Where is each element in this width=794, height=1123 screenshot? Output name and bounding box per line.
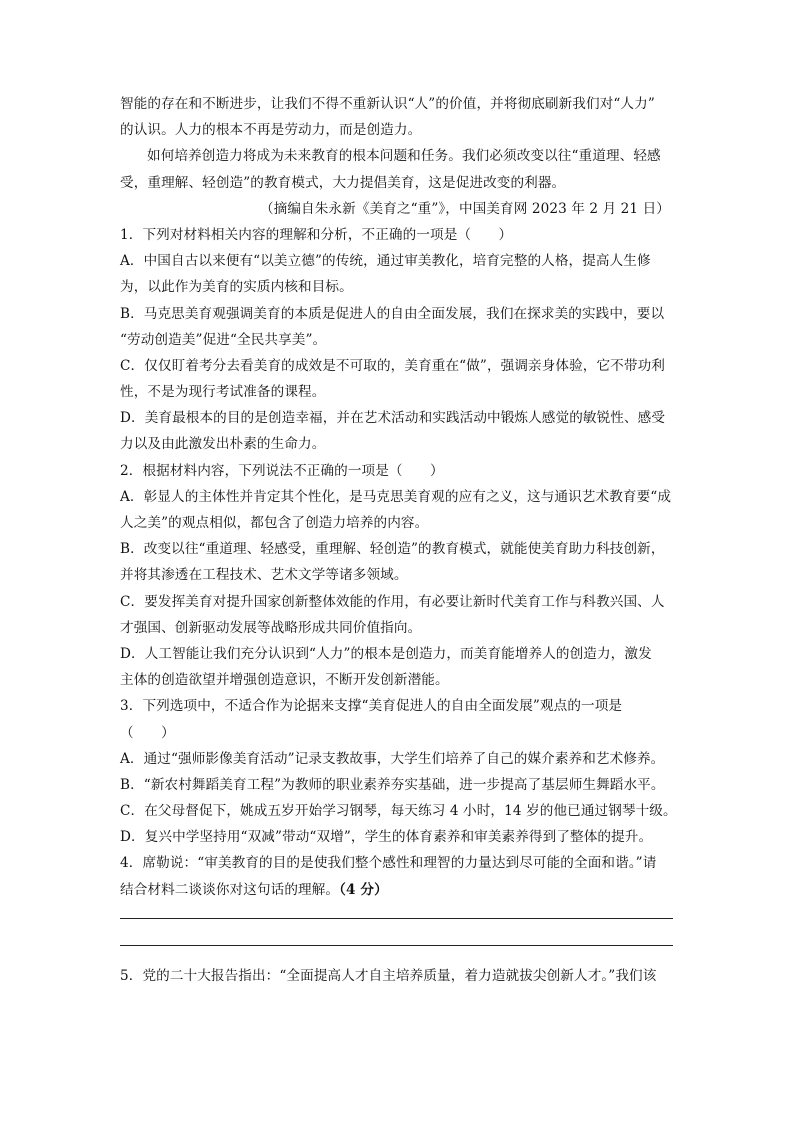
- question-2-stem: 2．根据材料内容，下列说法不正确的一项是（ ）: [120, 462, 444, 479]
- answer-line: [120, 935, 673, 946]
- question-4-points: （4 分）: [339, 881, 388, 898]
- q3-option-c: C．在父母督促下，姚成五岁开始学习钢琴，每天练习 4 小时，14 岁的他已通过钢琴十级。: [120, 803, 677, 820]
- q2-option-b-cont: 并将其渗透在工程技术、艺术文学等诸多领域。: [120, 567, 408, 584]
- q2-option-d-cont: 主体的创造欲望并增强创造意识，不断开发创新潜能。: [120, 672, 449, 689]
- q2-option-b: B．改变以往“重道理、轻感受，重理解、轻创造”的教育模式，就能使美育助力科技创新，: [120, 541, 665, 558]
- question-4-text: 结合材料二谈谈你对这句话的理解。: [120, 881, 340, 898]
- q1-option-d-cont: 力以及由此激发出朴素的生命力。: [120, 436, 326, 453]
- document-body: [120, 96, 676, 994]
- q3-option-a: A．通过“强师影像美育活动”记录支教故事，大学生们培养了自己的媒介素养和艺术修养。: [120, 750, 665, 767]
- q2-option-a-cont: 人之美”的观点相似，都包含了创造力培养的内容。: [120, 515, 429, 531]
- q2-option-c-cont: 才强国、创新驱动发展等战略形成共同价值指向。: [120, 619, 422, 636]
- passage-line: 的认识。人力的根本不再是劳动力，而是创造力。: [120, 122, 422, 139]
- q1-option-c-cont: 性，不是为现行考试准备的课程。: [120, 384, 326, 401]
- q2-option-a: A．彰显人的主体性并肯定其个性化，是马克思美育观的应有之义，这与通识艺术教育要“成: [120, 488, 672, 505]
- question-1-stem: 1．下列对材料相关内容的理解和分析，不正确的一项是（ ）: [120, 226, 513, 243]
- passage-source: （摘编自朱永新《美育之“重”》，中国美育网 2023 年 2 月 21 日）: [259, 200, 670, 217]
- q1-option-b-cont: “劳动创造美”促进“全民共享美”。: [120, 331, 327, 348]
- answer-line: [120, 908, 673, 919]
- q2-option-d: D．人工智能让我们充分认识到“人力”的根本是创造力，而美育能增养人的创造力，激发: [120, 645, 652, 662]
- question-4-stem-cont: [120, 882, 676, 899]
- passage-line: 智能的存在和不断进步，让我们不得不重新认识“人”的价值，并将彻底刷新我们对“人力”: [120, 96, 655, 112]
- q1-option-a-cont: 为，以此作为美育的实质内核和目标。: [120, 279, 353, 296]
- q1-option-d: D．美育最根本的目的是创造幸福，并在艺术活动和实践活动中锻炼人感觉的敏锐性、感受: [120, 410, 666, 427]
- question-4-stem: 4．席勒说：“审美教育的目的是使我们整个感性和理智的力量达到尽可能的全面和谐。”请: [120, 855, 657, 872]
- q3-option-b: B．“新农村舞蹈美育工程”为教师的职业素养夯实基础，进一步提高了基层师生舞蹈水平。: [120, 776, 665, 793]
- question-3-paren: （ ）: [120, 724, 175, 741]
- q1-option-c: C．仅仅盯着考分去看美育的成效是不可取的，美育重在“做”，强调亲身体验，它不带功利: [120, 357, 665, 374]
- question-3-stem: 3．下列选项中，不适合作为论据来支撑“美育促进人的自由全面发展”观点的一项是: [120, 698, 623, 715]
- q2-option-c: C．要发挥美育对提升国家创新整体效能的作用，有必要让新时代美育工作与科教兴国、人: [120, 593, 665, 610]
- q1-option-b: B．马克思美育观强调美育的本质是促进人的自由全面发展，我们在探求美的实践中，要以: [120, 305, 665, 322]
- passage-line: 受，重理解、轻创造”的教育模式，大力提倡美育，这是促进改变的利器。: [120, 174, 566, 191]
- question-5-stem: 5．党的二十大报告指出：“全面提高人才自主培养质量，着力造就拔尖创新人才。”我们该: [120, 967, 657, 984]
- q3-option-d: D．复兴中学坚持用“双减”带动“双增”，学生的体育素养和审美素养得到了整体的提升。: [120, 829, 653, 846]
- q1-option-a: A．中国自古以来便有“以美立德”的传统，通过审美教化，培育完整的人格，提高人生修: [120, 253, 651, 270]
- passage-line: 如何培养创造力将成为未来教育的根本问题和任务。我们必须改变以往“重道理、轻感: [147, 148, 661, 165]
